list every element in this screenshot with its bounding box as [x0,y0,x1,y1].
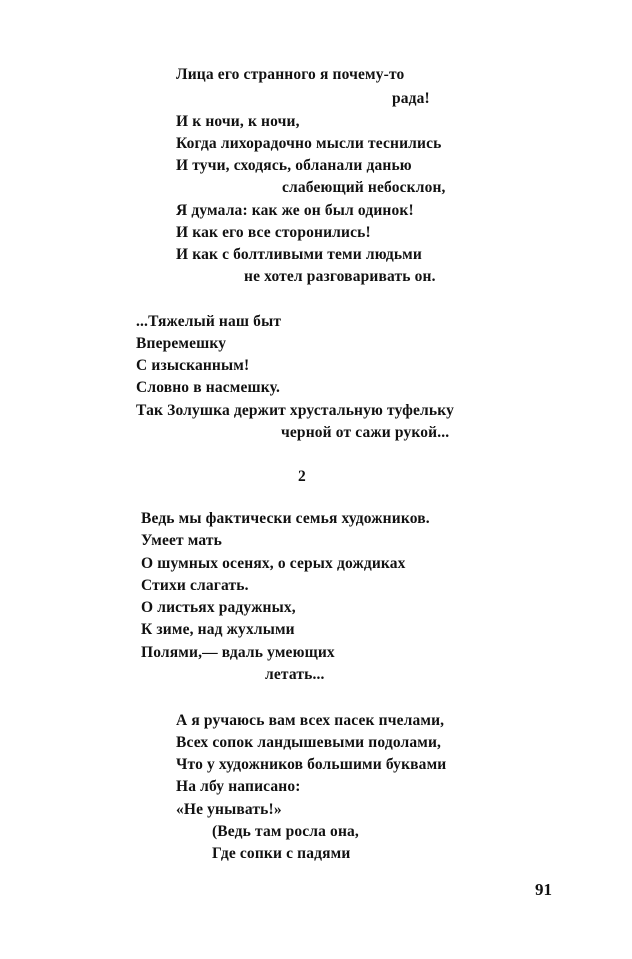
poem-line: И к ночи, к ночи, [176,113,300,130]
poem-line: С изысканным! [136,357,250,374]
poem-line: И как с болтливыми теми людьми [176,246,422,263]
poem-line: Вперемешку [136,335,227,352]
poem-line: Стихи слагать. [141,577,249,594]
poem-line: Умеет мать [141,532,223,549]
poem-line: Словно в насмешку. [136,379,280,396]
poem-line: И как его все сторонились! [176,224,371,241]
poem-line: А я ручаюсь вам всех пасек пчелами, [176,712,445,729]
poem-line: ...Тяжелый наш быт [136,313,282,330]
poem-line: не хотел разговаривать он. [244,268,436,285]
poem-line: «Не унывать!» [176,801,282,818]
poem-line: Что у художников большими буквами [176,756,447,773]
poem-line: Я думала: как же он был одинок! [176,202,414,219]
poem-line: Всех сопок ландышевыми подолами, [176,734,442,751]
poem-line: О листьях радужных, [141,599,296,616]
poem-line: Ведь мы фактически семья художников. [141,510,430,527]
page-number: 91 [535,880,552,899]
poem-line: Так Золушка держит хрустальную туфельку [136,402,454,419]
poem-line: Полями,— вдаль умеющих [141,644,335,661]
poem-line: черной от сажи рукой... [281,424,450,441]
section-number: 2 [298,468,306,485]
poem-line: Когда лихорадочно мысли теснились [176,135,442,152]
poem-line: На лбу написано: [176,778,301,795]
poem-line: О шумных осенях, о серых дождиках [141,555,406,572]
poem-line: слабеющий небосклон, [282,179,446,196]
poem-line: рада! [392,90,430,107]
poem-line: К зиме, над жухлыми [141,621,295,638]
poem-line: И тучи, сходясь, обланали данью [176,157,412,174]
poem-line: летать... [265,666,325,683]
poem-line: (Ведь там росла она, [212,823,359,840]
poem-line: Где сопки с падями [212,845,351,862]
poem-line: Лица его странного я почему-то [176,66,405,83]
